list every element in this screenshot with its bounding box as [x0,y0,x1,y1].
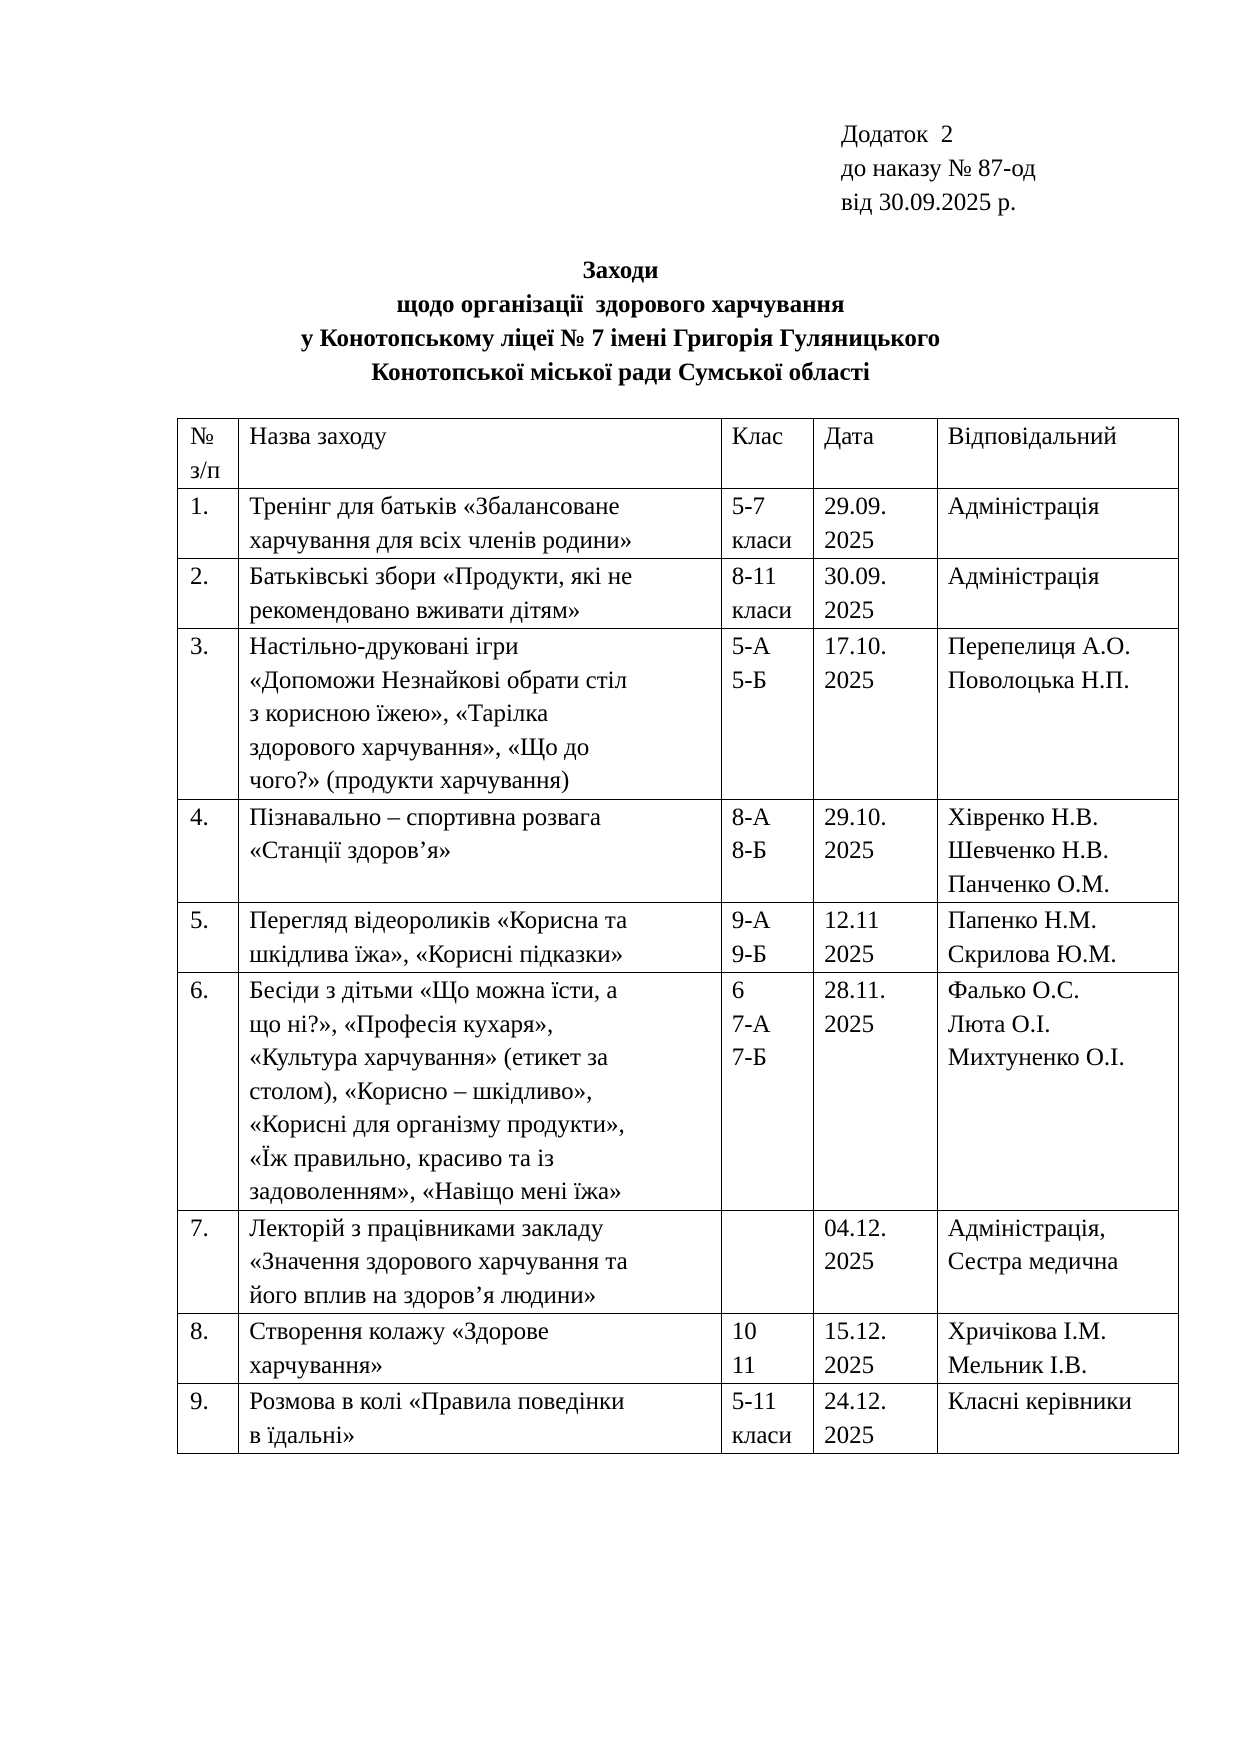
date-text: 29.09. [824,493,887,520]
class-text: 9-А [731,907,771,934]
header-date-cell [814,419,938,489]
event-name-text: що ні?», «Професія кухаря», [249,1010,554,1038]
date-text: 28.11. [824,977,886,1004]
date-text: 2025 [824,1421,875,1449]
row-date-cell [814,799,938,903]
event-name-text: харчування для всіх членів родини» [249,526,633,554]
row-responsible-cell [937,559,1178,629]
event-name-text: Назва заходу [249,423,387,450]
row-number-cell [178,799,239,903]
header-event-name-cell [239,419,721,489]
number-text: 7. [190,1214,209,1242]
responsible-text: Сестра медична [947,1248,1119,1275]
table-header-row [178,419,1179,489]
table-row [178,973,1179,1211]
event-name-text: столом), «Корисно – шкідливо», [249,1077,593,1105]
event-name-text: «Станції здоров’я» [249,837,452,864]
class-text: 6 [731,977,745,1004]
row-event-name-cell [239,903,721,973]
date-text: 2025 [824,666,875,694]
event-name-text: з корисною їжею», «Тарілка [249,700,549,727]
event-name-text: рекомендовано вживати дітям» [249,596,581,624]
event-name-text: Створення колажу «Здорове [249,1318,549,1345]
event-name-text: «Їж правильно, красиво та із [249,1144,555,1172]
date-text: 17.10. [824,633,887,660]
number-text: 9. [190,1388,209,1415]
number-text: 5. [190,907,209,934]
table-row [178,489,1179,559]
row-responsible-cell [937,903,1178,973]
event-name-text: Розмова в колі «Правила поведінки [249,1388,625,1415]
responsible-text: Поволоцька Н.П. [947,666,1130,694]
annex-header [841,118,1036,220]
date-text: 2025 [824,940,875,968]
number-text: 1. [190,493,209,520]
class-text: 8-11 [731,563,777,590]
row-responsible-cell [937,1314,1178,1384]
row-event-name-cell [239,1210,721,1314]
title-line-4: Конотопської міської ради Сумської області [371,359,870,386]
responsible-text: Михтуненко О.І. [947,1044,1125,1071]
row-event-name-cell [239,559,721,629]
annex-line-1: Додаток 2 [841,121,954,148]
class-text: Клас [731,423,784,450]
event-name-text: його вплив на здоров’я людини» [249,1281,597,1309]
responsible-text: Люта О.І. [947,1010,1051,1038]
event-name-text: здорового харчування», «Що до [249,733,590,761]
table-row [178,799,1179,903]
class-text: 7-Б [731,1044,767,1071]
class-text: 8-А [731,803,771,831]
document-title [0,254,1241,390]
row-class-cell [721,903,813,973]
responsible-text: Фалько О.С. [947,977,1080,1004]
table-row [178,1314,1179,1384]
responsible-text: Класні керівники [947,1388,1132,1415]
row-class-cell [721,1384,813,1454]
event-name-text: Пізнавально – спортивна розвага [249,803,601,831]
title-line-1: Заходи [582,257,659,284]
row-class-cell [721,489,813,559]
row-event-name-cell [239,489,721,559]
row-class-cell [721,559,813,629]
row-class-cell [721,629,813,800]
event-name-text: Тренінг для батьків «Збалансоване [249,493,620,520]
event-name-text: «Значення здорового харчування та [249,1248,628,1275]
responsible-text: Мельник І.В. [947,1351,1088,1379]
class-text: класи [731,1421,792,1449]
row-number-cell [178,1314,239,1384]
row-responsible-cell [937,1384,1178,1454]
class-text: 5-Б [731,666,767,694]
date-text: 2025 [824,596,875,624]
event-name-text: Бесіди з дітьми «Що можна їсти, а [249,977,618,1004]
row-number-cell [178,559,239,629]
number-text: 3. [190,633,209,660]
table-row [178,629,1179,800]
event-name-text: харчування» [249,1351,383,1379]
date-text: 24.12. [824,1388,887,1415]
date-text: 12.11 [824,907,880,934]
row-date-cell [814,1210,938,1314]
responsible-text: Адміністрація [947,563,1100,590]
row-date-cell [814,973,938,1211]
number-text: 4. [190,803,209,831]
date-text: 29.10. [824,803,887,831]
row-number-cell [178,629,239,800]
event-name-text: шкідлива їжа», «Корисні підказки» [249,940,624,968]
event-name-text: чого?» (продукти харчування) [249,767,570,794]
title-line-3: у Конотопському ліцеї № 7 імені Григорія Гуляницького [300,325,941,352]
responsible-text: Відповідальний [947,423,1117,450]
responsible-text: Панченко О.М. [947,870,1110,898]
events-table-body [178,419,1179,1454]
class-text: 8-Б [731,837,767,864]
date-text: 2025 [824,1248,875,1275]
annex-line-2: до наказу № 87-од [841,155,1036,182]
row-event-name-cell [239,973,721,1211]
row-responsible-cell [937,973,1178,1211]
responsible-text: Скрилова Ю.М. [947,940,1117,968]
date-text: 2025 [824,1010,875,1038]
row-number-cell [178,1384,239,1454]
number-text: 8. [190,1318,209,1345]
row-responsible-cell [937,1210,1178,1314]
event-name-text: Батьківські збори «Продукти, які не [249,563,633,590]
number-text: 2. [190,563,209,590]
number-text: з/п [190,456,221,484]
events-table [177,418,1179,1454]
number-text: № [190,423,214,450]
row-date-cell [814,1384,938,1454]
date-text: 2025 [824,837,875,864]
row-responsible-cell [937,489,1178,559]
event-name-text: Перегляд відеороликів «Корисна та [249,907,628,934]
row-class-cell [721,1210,813,1314]
annex-line-3: від 30.09.2025 р. [841,189,1017,216]
event-name-text: Настільно-друковані ігри [249,633,519,660]
event-name-text: «Культура харчування» (етикет за [249,1044,609,1071]
row-event-name-cell [239,1314,721,1384]
title-line-2: щодо організації здорового харчування [396,291,845,318]
class-text: класи [731,526,792,554]
row-date-cell [814,559,938,629]
number-text: 6. [190,977,209,1004]
row-date-cell [814,629,938,800]
responsible-text: Адміністрація, [947,1214,1106,1242]
row-date-cell [814,1314,938,1384]
table-row [178,1210,1179,1314]
row-number-cell [178,1210,239,1314]
row-event-name-cell [239,1384,721,1454]
date-text: Дата [824,423,874,450]
class-text: 9-Б [731,940,767,968]
responsible-text: Папенко Н.М. [947,907,1097,934]
date-text: 2025 [824,526,875,554]
responsible-text: Хівренко Н.В. [947,803,1099,831]
table-row [178,903,1179,973]
header-number-cell [178,419,239,489]
header-responsible-cell [937,419,1178,489]
class-text: 5-7 [731,493,766,520]
row-date-cell [814,489,938,559]
row-event-name-cell [239,629,721,800]
responsible-text: Хричікова І.М. [947,1318,1107,1345]
class-text: 10 [731,1318,757,1345]
class-text: 11 [731,1351,756,1379]
row-responsible-cell [937,629,1178,800]
event-name-text: «Корисні для організму продукти», [249,1111,625,1138]
event-name-text: в їдальні» [249,1421,356,1449]
row-class-cell [721,1314,813,1384]
row-class-cell [721,973,813,1211]
row-number-cell [178,903,239,973]
row-responsible-cell [937,799,1178,903]
class-text: 7-А [731,1010,771,1038]
row-number-cell [178,489,239,559]
table-row [178,559,1179,629]
class-text: 5-А [731,633,771,660]
row-event-name-cell [239,799,721,903]
responsible-text: Адміністрація [947,493,1100,520]
date-text: 2025 [824,1351,875,1379]
table-row [178,1384,1179,1454]
row-date-cell [814,903,938,973]
row-number-cell [178,973,239,1211]
header-class-cell [721,419,813,489]
date-text: 30.09. [824,563,887,590]
date-text: 04.12. [824,1214,887,1242]
event-name-text: «Допоможи Незнайкові обрати стіл [249,666,628,694]
responsible-text: Шевченко Н.В. [947,837,1109,864]
row-class-cell [721,799,813,903]
date-text: 15.12. [824,1318,887,1345]
class-text: 5-11 [731,1388,777,1415]
responsible-text: Перепелиця А.О. [947,633,1131,660]
event-name-text: задоволенням», «Навіщо мені їжа» [249,1178,622,1205]
class-text: класи [731,596,792,624]
event-name-text: Лекторій з працівниками закладу [249,1214,604,1242]
